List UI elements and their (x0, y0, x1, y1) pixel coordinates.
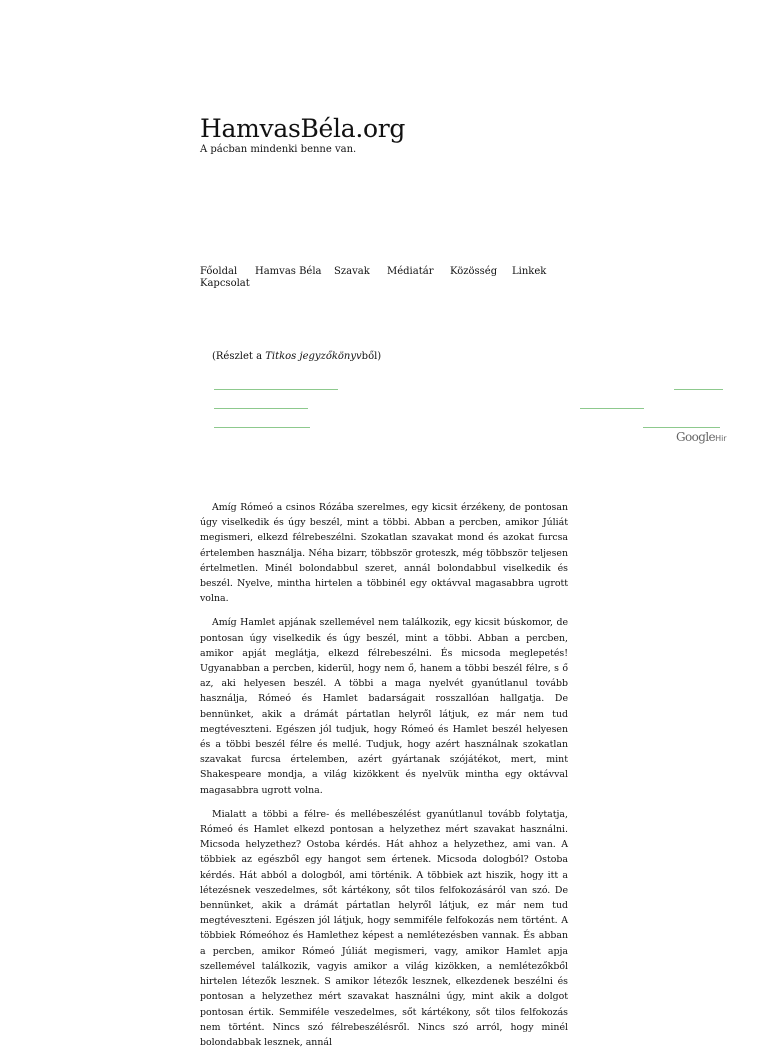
article-body (200, 500, 568, 1059)
article-paragraph-2: Amíg Hamlet apjának szellemével nem találkozik, egy kicsit búskomor, de pontosan úgy viselkedik és úgy beszél, mint a többi. Abban a percben, amikor apját meglátja, elkezd félrebeszélni. És micsoda meglepetés! Ugyanabban a percben, kiderül, hogy nem ő, hanem a többi beszél félre, s ő az, aki helyesen beszél. A többi a maga nyelvét gyanútlanul tovább használja, Rómeó és Hamlet badarságait rosszallóan hallgatja. De bennünket, akik a drámát pártatlan helyről látjuk, ez már nem tud megtéveszteni. Egészen jól tudjuk, hogy Rómeó és Hamlet beszél helyesen és a többi beszél félre és mellé. Tudjuk, hogy azért használnak szokatlan szavakat furcsa értelemben, azért gyártanak szójátékot, mert, mint Shakespeare mondja, a világ kizökkent és nyelvük mintha egy oktávval magasabbra ugrott volna. (200, 617, 568, 796)
ad-link-2[interactable] (674, 389, 723, 390)
google-logo[interactable] (676, 430, 727, 444)
ad-link-1[interactable] (214, 389, 338, 390)
nav-item-linkek[interactable]: Linkek (512, 266, 547, 277)
excerpt-book-title: Titkos jegyzőkönyv (265, 351, 362, 362)
site-title[interactable]: HamvasBéla.org (200, 114, 406, 143)
site-tagline: A pácban mindenki benne van. (200, 144, 357, 155)
excerpt-prefix: (Részlet a (212, 351, 266, 362)
main-nav (200, 266, 580, 290)
nav-item-kapcsolat[interactable]: Kapcsolat (200, 278, 250, 289)
ad-link-6[interactable] (643, 427, 720, 428)
nav-item-mediatar[interactable]: Médiatár (387, 266, 434, 277)
nav-item-hamvas-bela[interactable]: Hamvas Béla (255, 266, 322, 277)
nav-item-kozosseg[interactable]: Közösség (450, 266, 498, 277)
google-logo-text: Google (676, 430, 716, 444)
nav-item-fooldal[interactable]: Főoldal (200, 266, 238, 277)
excerpt-note (212, 351, 381, 362)
google-logo-suffix: Hir (715, 434, 727, 443)
nav-item-szavak[interactable]: Szavak (334, 266, 370, 277)
excerpt-suffix: ből) (361, 351, 382, 362)
article-paragraph-1: Amíg Rómeó a csinos Rózába szerelmes, egy kicsit érzékeny, de pontosan úgy viselkedik és úgy beszél, mint a többi. Abban a percben, amikor Júliát megismeri, elkezd félrebeszélni. Szokatlan szavakat mond és azokat furcsa értelemben használja. Néha bizarr, többször groteszk, még többször teljesen értelmetlen. Minél bolondabbul szeret, annál bolondabbul viselkedik és beszél. Nyelve, mintha hirtelen a többinél egy oktávval magasabbra ugrott volna. (200, 502, 568, 605)
ad-link-5[interactable] (214, 427, 310, 428)
ad-link-3[interactable] (214, 408, 308, 409)
article-paragraph-3: Mialatt a többi a félre- és mellébeszélést gyanútlanul tovább folytatja, Rómeó és Hamlet elkezd pontosan a helyzethez mért szavakat használni. Micsoda helyzethez? Ostoba kérdés. Hát ahhoz a helyzethez, ami van. A többiek az egészből egy hangot sem értenek. Micsoda dologból? Ostoba kérdés. Hát abból a dologból, ami történik. A többiek azt hiszik, hogy itt a létezésnek veszedelmes, sőt kártékony, sőt tilos felfokozásáról van szó. De bennünket, akik a drámát pártatlan helyről látjuk, ez már nem tud megtéveszteni. Egészen jól látjuk, hogy semmiféle felfokozás nem történt. A többiek Rómeóhoz és Hamlethez képest a nemlétezésben vannak. És abban a percben, amikor Rómeó Júliát megismeri, vagy, amikor Hamlet apja szellemével találkozik, vagyis amikor a világ kizökken, a nemlétezőkből hirtelen létezők lesznek. S amikor létezők lesznek, elkezdenek beszélni és pontosan a helyzethez mért szavakat használni úgy, mint akik a dolgot pontosan értik. Semmiféle veszedelmes, sőt kártékony, sőt tilos felfokozás nem történt. Nincs szó félrebeszélésről. Nincs szó arról, hogy minél bolondabbak lesznek, annál (200, 808, 568, 1048)
ad-link-4[interactable] (580, 408, 644, 409)
